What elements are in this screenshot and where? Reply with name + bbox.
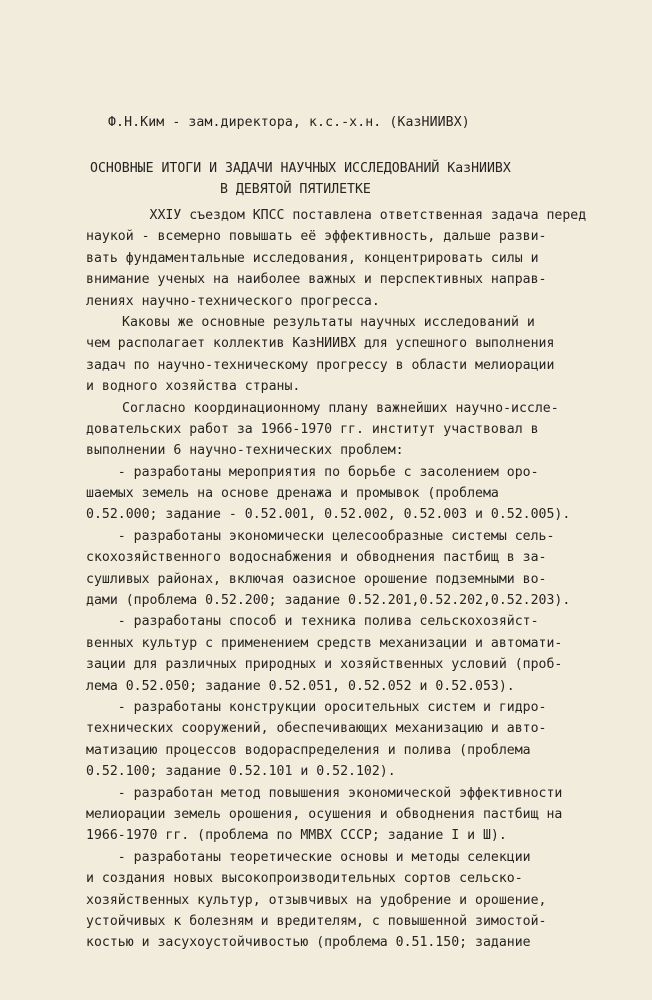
text-line: внимание ученых на наиболее важных и перспективных направ- — [86, 272, 547, 288]
document-body — [86, 205, 606, 954]
text-line: матизацию процессов водораспределения и полива (проблема — [86, 742, 531, 758]
paragraph — [86, 611, 606, 697]
title-line-2: В ДЕВЯТОЙ ПЯТИЛЕТКЕ — [220, 182, 371, 197]
paragraph — [86, 526, 606, 612]
title-line-1: ОСНОВНЫЕ ИТОГИ И ЗАДАЧИ НАУЧНЫХ ИССЛЕДОВАНИЙ КазНИИВХ — [90, 161, 511, 176]
text-line: - разработан метод повышения экономической эффективности — [86, 785, 563, 801]
text-line: наукой - всемерно повышать её эффективность, дальше разви- — [86, 229, 547, 245]
text-line: XXIУ съездом КПСС поставлена ответственная задача перед — [86, 208, 587, 223]
author-line: Ф.Н.Ким - зам.директора, к.с.-х.н. (КазНИИВХ) — [108, 115, 470, 130]
text-line: - разработаны способ и техника полива сельскохозяйст- — [86, 614, 539, 630]
text-line: 0.52.100; задание 0.52.101 и 0.52.102). — [86, 764, 396, 780]
text-line: - разработаны конструкции оросительных систем и гидро- — [86, 699, 547, 715]
text-line: технических сооружений, обеспечивающих механизацию и авто- — [86, 721, 547, 737]
paragraph — [86, 398, 606, 462]
paragraph — [86, 697, 606, 783]
text-line: мелиорации земель орошения, осушения и обводнения пастбищ на — [86, 806, 563, 822]
text-line: устойчивых к болезням и вредителям, с повышенной зимостой- — [86, 913, 547, 929]
text-line: - разработаны мероприятия по борьбе с засолением оро- — [86, 464, 539, 480]
text-line: чем располагает коллектив КазНИИВХ для успешного выполнения — [86, 336, 555, 352]
paragraph — [86, 312, 606, 398]
text-line: скохозяйственного водоснабжения и обводнения пастбищ в за- — [86, 550, 547, 566]
text-line: костью и засухоустойчивостью (проблема 0.51.150; задание — [86, 935, 531, 951]
text-line: 1966-1970 гг. (проблема по ММВХ СССР; задание I и Ш). — [86, 828, 507, 844]
document-title — [90, 158, 590, 200]
text-line: сушливых районах, включая оазисное орошение подземными во- — [86, 571, 547, 587]
paragraph — [86, 462, 606, 526]
text-line: довательских работ за 1966-1970 гг. институт участвовал в — [86, 421, 539, 437]
text-line: Каковы же основные результаты научных исследований и — [122, 314, 535, 330]
text-line: - разработаны экономически целесообразные системы сель- — [86, 528, 555, 544]
paragraph — [86, 783, 606, 847]
text-line: хозяйственных культур, отзывчивых на удобрение и орошение, — [86, 892, 547, 908]
text-line: зации для различных природных и хозяйственных условий (проб- — [86, 657, 563, 673]
text-line: задач по научно-техническому прогрессу в области мелиорации — [86, 357, 555, 373]
paragraph — [86, 847, 606, 954]
text-line: лениях научно-технического прогресса. — [86, 293, 380, 309]
text-line: лема 0.52.050; задание 0.52.051, 0.52.052 и 0.52.053). — [86, 678, 515, 694]
text-line: венных культур с применением средств механизации и автомати- — [86, 635, 563, 651]
text-line: вать фундаментальные исследования, концентрировать силы и — [86, 250, 539, 266]
text-line: выполнении 6 научно-технических проблем: — [86, 443, 404, 459]
text-line: 0.52.000; задание - 0.52.001, 0.52.002, 0.52.003 и 0.52.005). — [86, 507, 571, 523]
text-line: дами (проблема 0.52.200; задание 0.52.201,0.52.202,0.52.203). — [86, 593, 571, 609]
text-line: и создания новых высокопроизводительных сортов сельско- — [86, 871, 523, 887]
text-line: Согласно координационному плану важнейших научно-иссле- — [122, 400, 559, 416]
text-line: и водного хозяйства страны. — [86, 379, 301, 395]
paragraph — [86, 205, 606, 312]
text-line: шаемых земель на основе дренажа и промывок (проблема — [86, 486, 499, 502]
text-line: - разработаны теоретические основы и методы селекции — [86, 849, 531, 865]
